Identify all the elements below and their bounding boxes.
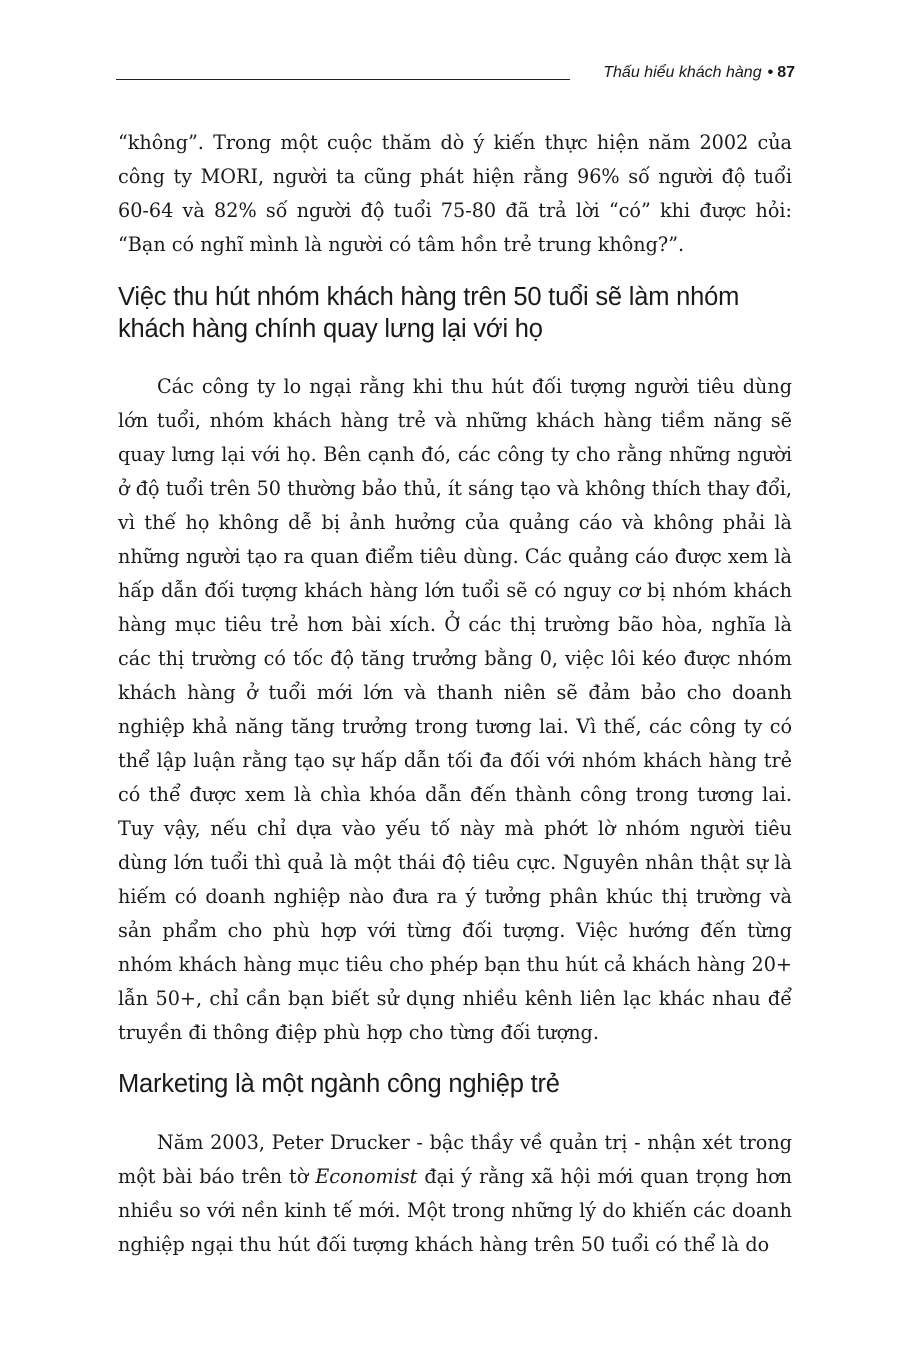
header-text [603,64,795,82]
page-number: 87 [777,64,795,81]
paragraph-drucker-part2: đại ý rằng xã hội mới quan trọng hơn nhiều so với nền kinh tế mới. Một trong những lý do khiến các doanh nghiệp ngại thu hút đối tượng khách hàng trên 50 tuổi có thể là do [118,1165,792,1256]
chapter-title: Thấu hiểu khách hàng [603,64,762,81]
paragraph-companies-concern: Các công ty lo ngại rằng khi thu hút đối tượng người tiêu dùng lớn tuổi, nhóm khách hàng trẻ và những khách hàng tiềm năng sẽ quay lưng lại với họ. Bên cạnh đó, các công ty cho rằng những người ở độ tuổi trên 50 thường bảo thủ, ít sáng tạo và không thích thay đổi, vì thế họ không dễ bị ảnh hưởng của quảng cáo và không phải là những người tạo ra quan điểm tiêu dùng. Các quảng cáo được xem là hấp dẫn đối tượng khách hàng lớn tuổi sẽ có nguy cơ bị nhóm khách hàng mục tiêu trẻ hơn bài xích. Ở các thị trường bão hòa, nghĩa là các thị trường có tốc độ tăng trưởng bằng 0, việc lôi kéo được nhóm khách hàng ở tuổi mới lớn và thanh niên sẽ đảm bảo cho doanh nghiệp khả năng tăng trưởng trong tương lai. Vì thế, các công ty có thể lập luận rằng tạo sự hấp dẫn tối đa đối với nhóm khách hàng trẻ có thể được xem là chìa khóa dẫn đến thành công trong tương lai. Tuy vậy, nếu chỉ dựa vào yếu tố này mà phớt lờ nhóm người tiêu dùng lớn tuổi thì quả là một thái độ tiêu cực. Nguyên nhân thật sự là hiếm có doanh nghiệp nào đưa ra ý tưởng phân khúc thị trường và sản phẩm cho phù hợp với từng đối tượng. Việc hướng đến từng nhóm khách hàng mục tiêu cho phép bạn thu hút cả khách hàng 20+ lẫn 50+, chỉ cần bạn biết sử dụng nhiều kênh liên lạc khác nhau để truyền đi thông điệp phù hợp cho từng đối tượng. [118,375,792,1044]
header-bullet: • [767,64,774,81]
section-heading-attracting-50plus: Việc thu hút nhóm khách hàng trên 50 tuổi sẽ làm nhóm khách hàng chính quay lưng lại với họ [118,283,740,343]
header-rule [116,79,570,80]
paragraph-drucker-part1: Năm 2003, Peter Drucker - bậc thầy về quản trị - nhận xét trong một bài báo trên tờ [118,1131,792,1188]
paragraph-survey: “không”. Trong một cuộc thăm dò ý kiến thực hiện năm 2002 của công ty MORI, người ta cũng phát hiện rằng 96% số người độ tuổi 60-64 và 82% số người độ tuổi 75-80 đã trả lời “có” khi được hỏi: “Bạn có nghĩ mình là người có tâm hồn trẻ trung không?”. [118,131,792,256]
running-head [116,62,795,86]
publication-title: Economist [315,1165,418,1188]
paragraph-drucker [118,1126,792,1262]
section-heading-marketing-young-industry: Marketing là một ngành công nghiệp trẻ [118,1070,560,1098]
